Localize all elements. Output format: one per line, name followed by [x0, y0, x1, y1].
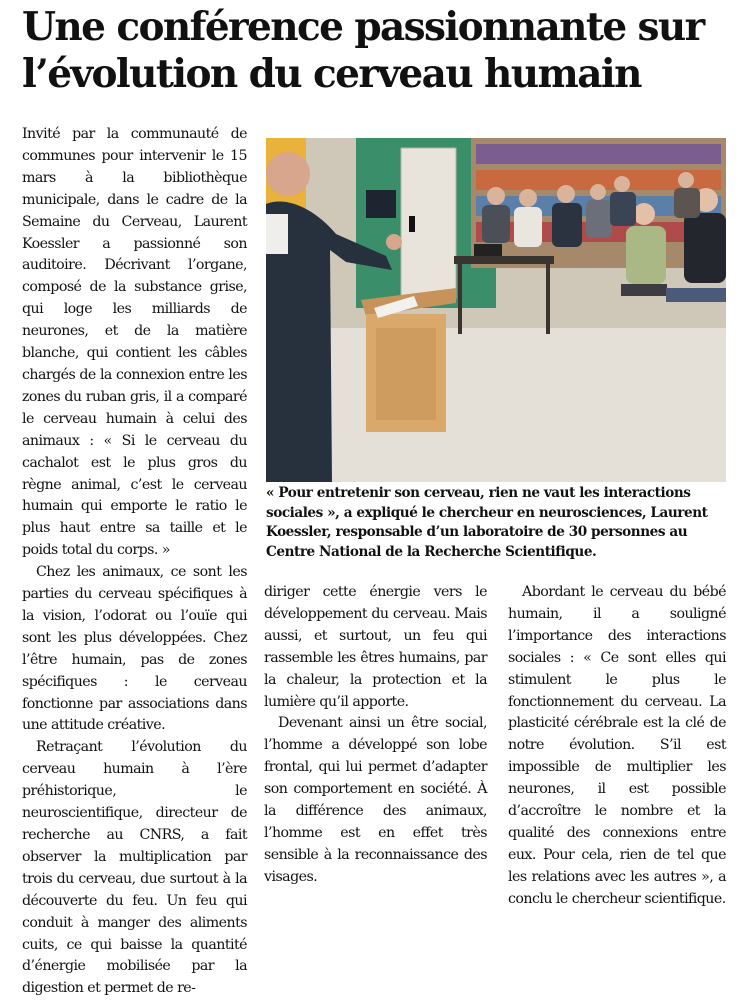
article-column-2	[264, 582, 487, 889]
floor	[266, 328, 726, 482]
paragraph: Invité par la communauté de communes pour intervenir le 15 mars à la bibliothèque municipale, dans le cadre de la Semaine du Cerveau, Laurent Koessler a passionné son auditoire. Décrivant l’organe, composé de la substance grise, qui loge les milliards de neurones, et de la matière blanche, qui contient les câbles chargés de la connexion entre les zones du ruban gris, il a comparé le cerveau humain à celui des animaux : « Si le cerveau du cachalot est le plus gros du règne animal, c’est le cerveau humain qui emporte le ratio le plus haut entre sa taille et le poids total du corps. »	[22, 126, 247, 559]
article-column-1	[22, 124, 247, 1000]
headline-line-1: Une conférence passionnante sur	[22, 4, 704, 50]
photo-caption: « Pour entretenir son cerveau, rien ne vaut les interactions sociales », a expliqué le chercheur en neurosciences, Laurent Koessler, responsable d’un laboratoire de 30 personnes au Centre National de la Recherche Scientifique.	[266, 485, 708, 560]
projector	[474, 244, 502, 256]
paragraph: Devenant ainsi un être social, l’homme a développé son lobe frontal, qui lui permet d’adapter son comportement en société. À la différence des animaux, l’homme est en effet très sensible à la reconnaissance des visages.	[264, 715, 487, 885]
paragraph: diriger cette énergie vers le développement du cerveau. Mais aussi, et surtout, un feu qui rassemble les êtres humains, par la chaleur, la protection et la lumière qu’il apporte.	[264, 584, 487, 710]
paragraph: Chez les animaux, ce sont les parties du cerveau spécifiques à la vision, l’odorat ou l’ouïe qui sont les plus développées. Chez l’être humain, pas de zones spécifiques : le cerveau fonctionne par associations dans une attitude créative.	[22, 564, 247, 734]
monitor	[366, 190, 396, 218]
paragraph: Retraçant l’évolution du cerveau humain à l’ère préhistorique, le neuroscientifique, directeur de recherche au CNRS, a fait observer la multiplication par trois du cerveau, due surtout à la découverte du feu. Un feu qui conduit à manger des aliments cuits, ce qui baisse la quantité d’énergie mobilisée par la digestion et permet de re-	[22, 739, 247, 997]
conference-photo-illustration	[266, 138, 726, 482]
article-column-3	[508, 582, 726, 911]
article-headline	[22, 4, 727, 98]
article-photo	[266, 138, 726, 482]
paragraph: Abordant le cerveau du bébé humain, il a souligné l’importance des interactions sociales : « Ce sont elles qui stimulent le plus le fonctionnement du cerveau. La plasticité cérébrale est la clé de notre évolution. S’il est impossible de multiplier les neurones, il est possible d’accroître le nombre et la qualité des connexions entre eux. Pour cela, rien de tel que les relations avec les autres », a conclu le chercheur scientifique.	[508, 584, 726, 907]
headline-line-2: l’évolution du cerveau humain	[22, 51, 641, 97]
projector-table	[454, 256, 554, 264]
remote-control	[409, 216, 415, 232]
